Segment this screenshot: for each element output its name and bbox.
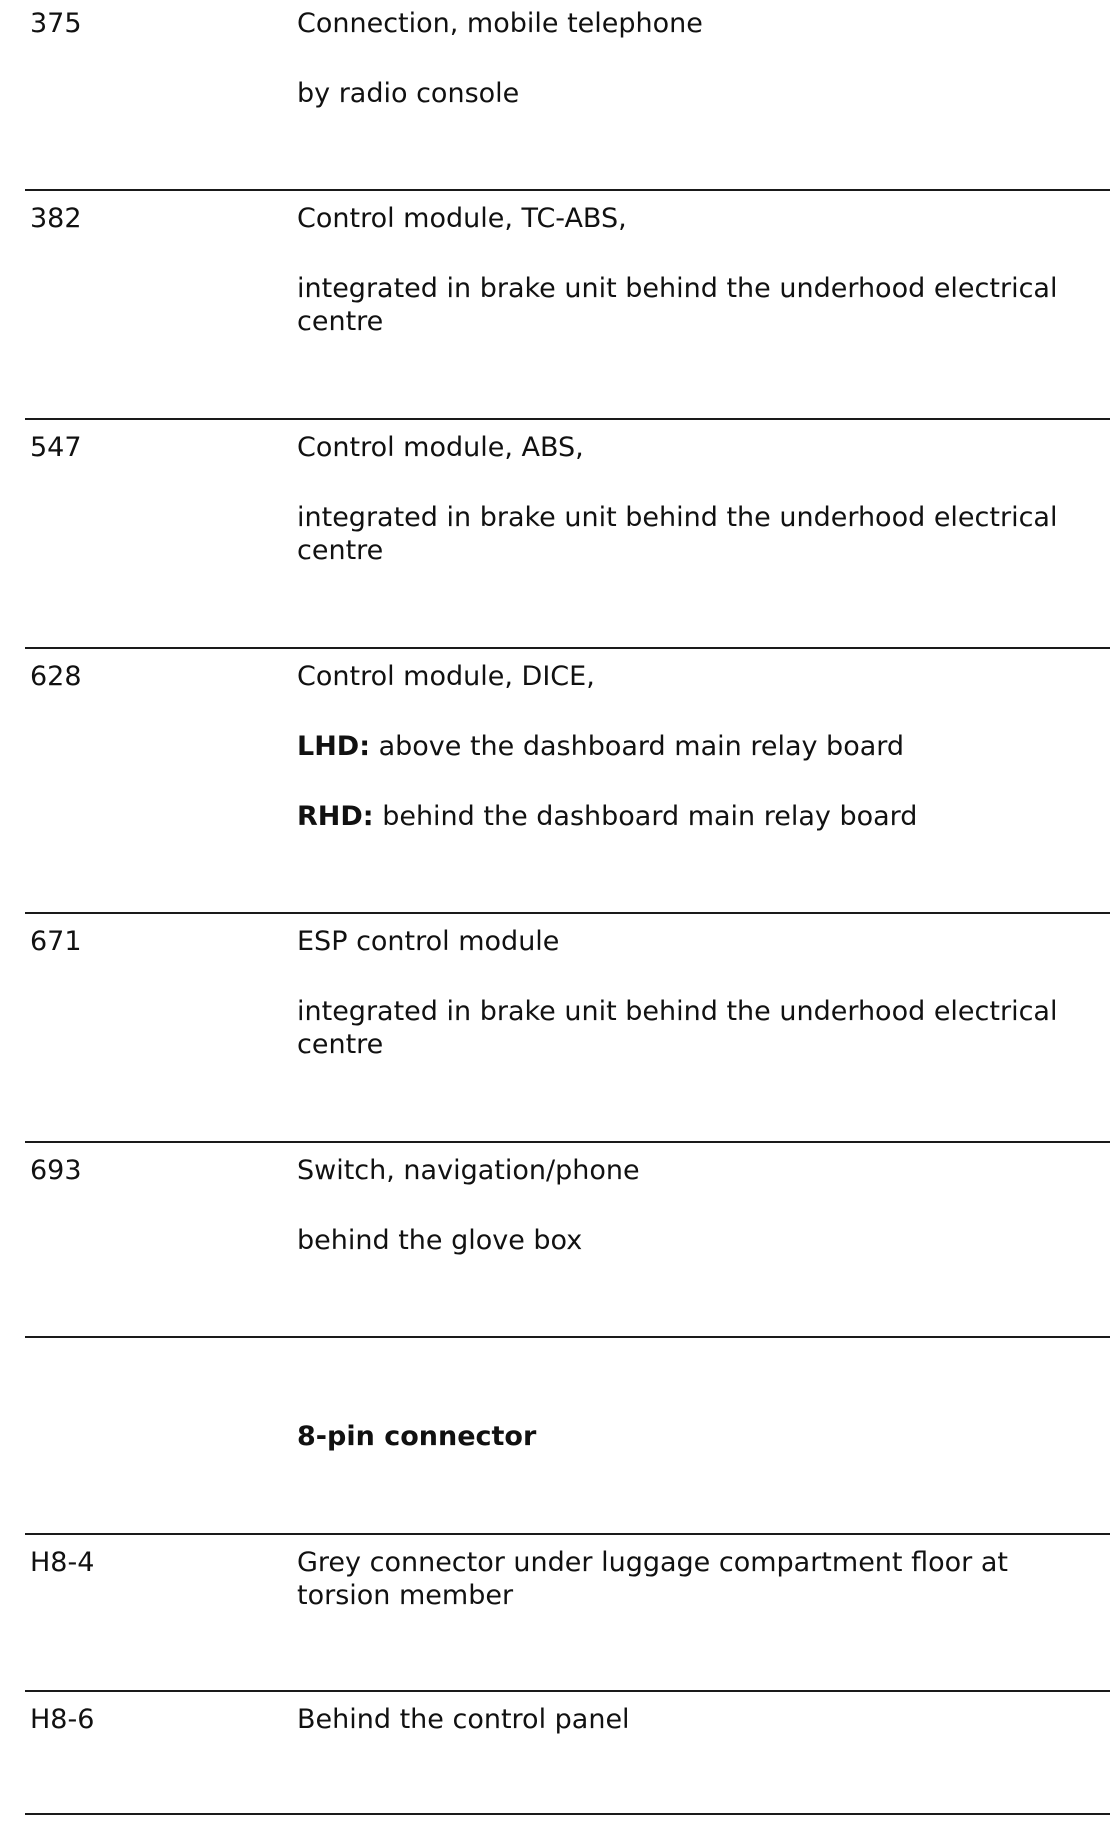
connector-text: Grey connector under luggage compartment floor at torsion member <box>297 1547 1008 1611</box>
row-title: Control module, DICE, <box>297 661 595 692</box>
connector-code: H8-4 <box>30 1547 95 1578</box>
divider <box>25 1533 1110 1535</box>
rhd-text: behind the dashboard main relay board <box>373 801 918 832</box>
rhd-label: RHD: <box>297 801 374 832</box>
row-detail: by radio console <box>297 78 520 109</box>
divider <box>25 418 1110 420</box>
divider <box>25 1141 1110 1143</box>
row-detail: integrated in brake unit behind the underhood electrical centre <box>297 273 1058 337</box>
divider <box>25 647 1110 649</box>
row-code: 693 <box>30 1155 82 1186</box>
divider <box>25 1813 1110 1815</box>
lhd-label: LHD: <box>297 731 371 762</box>
section-heading: 8-pin connector <box>297 1421 537 1452</box>
row-code: 671 <box>30 926 82 957</box>
row-title: Switch, navigation/phone <box>297 1155 640 1186</box>
divider <box>25 1690 1110 1692</box>
lhd-text: above the dashboard main relay board <box>370 731 905 762</box>
row-detail: integrated in brake unit behind the underhood electrical centre <box>297 502 1058 566</box>
row-title: Control module, ABS, <box>297 432 584 463</box>
divider <box>25 912 1110 914</box>
divider <box>25 1336 1110 1338</box>
row-code: 547 <box>30 432 82 463</box>
row-title: ESP control module <box>297 926 560 957</box>
divider <box>25 189 1110 191</box>
row-code: 628 <box>30 661 82 692</box>
rhd-line <box>297 800 1097 833</box>
lhd-line <box>297 730 1097 763</box>
row-code: 375 <box>30 8 82 39</box>
row-detail: integrated in brake unit behind the underhood electrical centre <box>297 996 1058 1060</box>
connector-code: H8-6 <box>30 1704 95 1735</box>
connector-text: Behind the control panel <box>297 1704 630 1735</box>
row-title: Connection, mobile telephone <box>297 8 703 39</box>
row-detail: behind the glove box <box>297 1225 583 1256</box>
row-code: 382 <box>30 203 82 234</box>
row-title: Control module, TC-ABS, <box>297 203 627 234</box>
